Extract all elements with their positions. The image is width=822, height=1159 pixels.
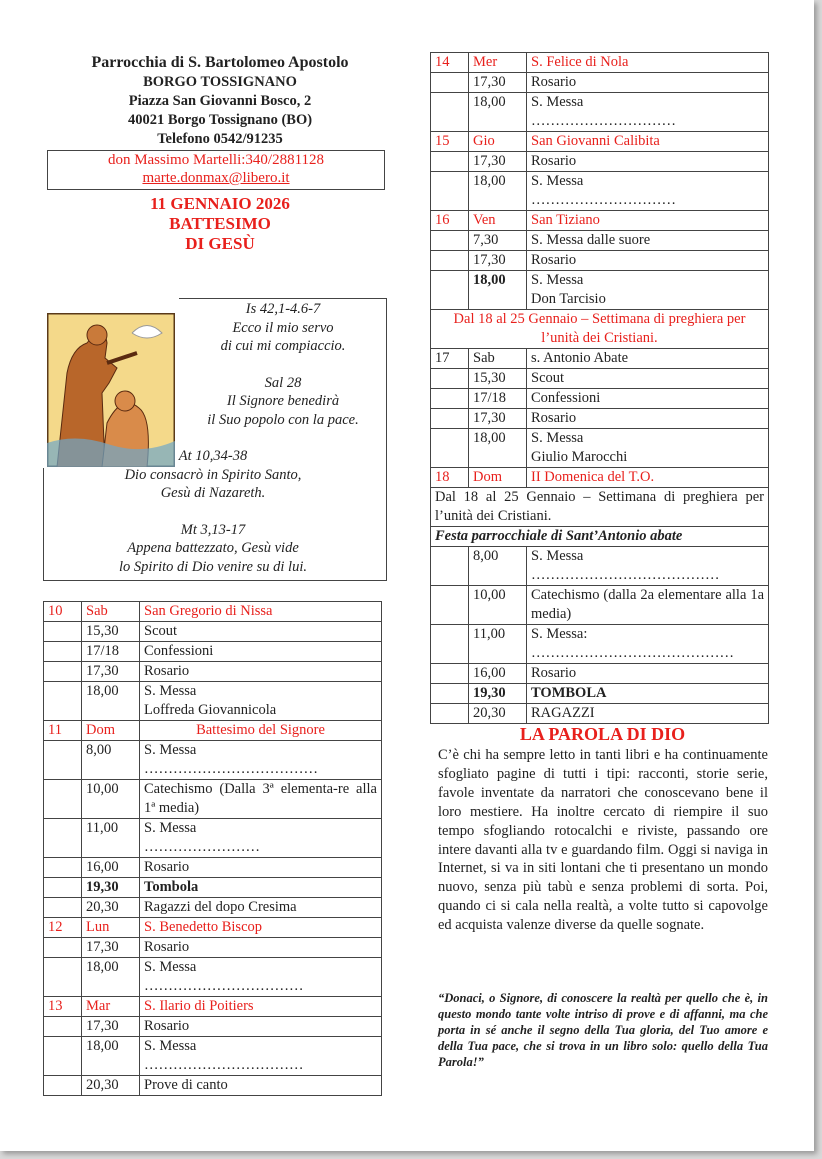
day-or-time: 19,30 <box>82 878 140 898</box>
event: Rosario <box>140 858 382 878</box>
event: RAGAZZI <box>527 704 769 724</box>
day-number <box>431 389 469 409</box>
day-or-time: 17,30 <box>82 938 140 958</box>
schedule-row <box>431 310 769 349</box>
schedule-row <box>44 721 382 741</box>
event: S. Messa …………………………… <box>140 1037 382 1076</box>
event: S. Messa ………………………………… <box>527 547 769 586</box>
schedule-row <box>44 1017 382 1037</box>
schedule-note: Dal 18 al 25 Gennaio – Settimana di preghiera per l’unità dei Cristiani. <box>431 488 769 527</box>
day-number <box>431 625 469 664</box>
day-number: 11 <box>44 721 82 741</box>
schedule-row <box>431 429 769 468</box>
city: 40021 Borgo Tossignano (BO) <box>127 112 313 128</box>
event: Ragazzi del dopo Cresima <box>140 898 382 918</box>
day-number <box>44 1037 82 1076</box>
day-or-time: 15,30 <box>82 622 140 642</box>
day-or-time: 17,30 <box>469 152 527 172</box>
schedule-row <box>431 547 769 586</box>
event: Catechismo (Dalla 3ª elementa-re alla 1ª media) <box>140 780 382 819</box>
day-number <box>44 1076 82 1096</box>
day-number <box>431 231 469 251</box>
event: s. Antonio Abate <box>527 349 769 369</box>
event: S. Benedetto Biscop <box>140 918 382 938</box>
parola-text: C’è chi ha sempre letto in tanti libri e ha continuamente sfogliato pagine di tutti i tipi: racconti, storie serie, favole inventate da narratori che conoscevano bene il loro mestiere. Ha inoltre cercato di riempire il suo tempo sfogliando rotocalchi e riviste, passando ore intere davanti alla tv e guardando film. Oggi si naviga in Internet, si va in siti lontani che ti presentano un mondo nuovo, senza più tabù e senza problemi di sorta. Poi, quando ci si cala nella realtà, a volte tutto si capovolge ed acquista valenze diverse da quelle sognate. <box>438 747 768 934</box>
schedule-row <box>44 858 382 878</box>
event: TOMBOLA <box>527 684 769 704</box>
event: Rosario <box>140 662 382 682</box>
event: Rosario <box>140 938 382 958</box>
day-or-time: 10,00 <box>469 586 527 625</box>
day-or-time: 16,00 <box>82 858 140 878</box>
event: Rosario <box>527 152 769 172</box>
schedule-row <box>44 741 382 780</box>
event: S. Messa Giulio Marocchi <box>527 429 769 468</box>
day-number <box>431 271 469 310</box>
day-number <box>44 819 82 858</box>
day-number <box>431 704 469 724</box>
schedule-row <box>431 271 769 310</box>
day-or-time: 19,30 <box>469 684 527 704</box>
baptism-illustration <box>47 313 175 467</box>
day-number: 14 <box>431 53 469 73</box>
schedule-note: Dal 18 al 25 Gennaio – Settimana di preghiera per l’unità dei Cristiani. <box>431 310 769 349</box>
event: Confessioni <box>527 389 769 409</box>
email-link[interactable]: marte.donmax@libero.it <box>142 170 290 186</box>
feast-date: 11 GENNAIO 2026 <box>150 194 290 213</box>
day-or-time: 15,30 <box>469 369 527 389</box>
schedule-row <box>431 132 769 152</box>
day-or-time: 16,00 <box>469 664 527 684</box>
parola-title: LA PAROLA DI DIO <box>519 724 686 744</box>
reading-ref: Mt 3,13-17 <box>180 521 246 538</box>
day-or-time: Mer <box>469 53 527 73</box>
reading-text: Gesù di Nazareth. <box>160 485 266 501</box>
day-number <box>44 662 82 682</box>
day-number <box>431 547 469 586</box>
day-number <box>44 898 82 918</box>
schedule-row <box>431 349 769 369</box>
schedule-table-right <box>430 52 769 724</box>
day-number <box>44 622 82 642</box>
event: Tombola <box>140 878 382 898</box>
schedule-row <box>431 152 769 172</box>
schedule-row <box>44 1076 382 1096</box>
day-number <box>431 409 469 429</box>
day-or-time: 17,30 <box>82 662 140 682</box>
day-number <box>44 858 82 878</box>
event: Rosario <box>527 664 769 684</box>
reading-ref: At 10,34-38 <box>178 448 248 464</box>
day-or-time: 17,30 <box>82 1017 140 1037</box>
day-or-time: 18,00 <box>469 429 527 468</box>
schedule-row <box>431 389 769 409</box>
day-number: 17 <box>431 349 469 369</box>
day-number <box>431 73 469 93</box>
event: S. Messa: …………………………………… <box>527 625 769 664</box>
schedule-note: Festa parrocchiale di Sant’Antonio abate <box>431 527 769 547</box>
day-number <box>431 664 469 684</box>
day-number <box>431 152 469 172</box>
day-or-time: 11,00 <box>82 819 140 858</box>
parish-name: Parrocchia di S. Bartolomeo Apostolo <box>91 54 349 71</box>
contact-box <box>47 150 385 190</box>
schedule-row <box>431 488 769 527</box>
reading <box>183 374 383 430</box>
event: Confessioni <box>140 642 382 662</box>
day-or-time: 20,30 <box>469 704 527 724</box>
event: S. Messa …………………… <box>140 819 382 858</box>
day-number <box>431 369 469 389</box>
feast-title <box>40 194 400 254</box>
readings-list <box>119 300 383 594</box>
schedule-row <box>44 1037 382 1076</box>
event: San Giovanni Calibita <box>527 132 769 152</box>
schedule-row <box>431 251 769 271</box>
event: Battesimo del Signore <box>140 721 382 741</box>
day-or-time: Ven <box>469 211 527 231</box>
schedule-row <box>44 938 382 958</box>
prayer-text: “Donaci, o Signore, di conoscere la realtà per quello che è, in questo mondo tante volte intriso di prove e di affanni, ma che porta in sé anche il segno della Tua gloria, del Tuo amore e della Tua pace, che si trova in un libro solo: quello della Tua Parola!” <box>438 991 768 1069</box>
reading-ref: Sal 28 <box>264 374 302 391</box>
day-number <box>44 682 82 721</box>
event: Rosario <box>527 409 769 429</box>
phone: Telefono 0542/91235 <box>157 131 283 147</box>
schedule-row <box>431 53 769 73</box>
schedule-row <box>44 898 382 918</box>
reading-ref: Is 42,1-4.6-7 <box>245 301 321 317</box>
schedule-row <box>44 819 382 858</box>
day-number <box>44 642 82 662</box>
day-or-time: 20,30 <box>82 898 140 918</box>
event: Scout <box>527 369 769 389</box>
day-or-time: 17/18 <box>469 389 527 409</box>
feast-line1: BATTESIMO <box>169 214 271 233</box>
day-or-time: 17,30 <box>469 251 527 271</box>
reading <box>43 447 383 503</box>
day-or-time: Gio <box>469 132 527 152</box>
event: S. Messa ……………………………… <box>140 741 382 780</box>
day-number <box>44 1017 82 1037</box>
day-number <box>44 878 82 898</box>
town: BORGO TOSSIGNANO <box>143 74 297 90</box>
schedule-table-left <box>43 601 382 1096</box>
day-number <box>44 741 82 780</box>
event: S. Ilario di Poitiers <box>140 997 382 1017</box>
day-or-time: 20,30 <box>82 1076 140 1096</box>
event: S. Messa …………………………… <box>140 958 382 997</box>
day-or-time: Sab <box>469 349 527 369</box>
reading-text: Ecco il mio servo <box>232 319 334 336</box>
day-or-time: 11,00 <box>469 625 527 664</box>
schedule-row <box>431 586 769 625</box>
day-number: 13 <box>44 997 82 1017</box>
day-or-time: 18,00 <box>82 682 140 721</box>
day-number <box>431 251 469 271</box>
event: Scout <box>140 622 382 642</box>
event: Rosario <box>527 73 769 93</box>
schedule-row <box>431 211 769 231</box>
event: San Gregorio di Nissa <box>140 602 382 622</box>
day-number <box>431 684 469 704</box>
reading-text: lo Spirito di Dio venire su di lui. <box>119 558 307 575</box>
day-or-time: 18,00 <box>82 958 140 997</box>
reading-text: Il Signore benedirà <box>226 393 340 409</box>
day-number: 18 <box>431 468 469 488</box>
schedule-row <box>44 780 382 819</box>
event: Rosario <box>527 251 769 271</box>
day-or-time: 18,00 <box>469 271 527 310</box>
day-number <box>431 93 469 132</box>
event: S. Messa ………………………… <box>527 93 769 132</box>
schedule-row <box>431 172 769 211</box>
address: Piazza San Giovanni Bosco, 2 <box>128 93 312 109</box>
reading <box>43 521 383 577</box>
reading-text: il Suo popolo con la pace. <box>207 411 359 428</box>
reading-text: Appena battezzato, Gesù vide <box>127 540 299 556</box>
reading-text: di cui mi compiaccio. <box>220 338 346 354</box>
day-number <box>44 780 82 819</box>
day-or-time: Lun <box>82 918 140 938</box>
schedule-row <box>44 958 382 997</box>
schedule-row <box>431 625 769 664</box>
schedule-row <box>431 468 769 488</box>
day-number: 15 <box>431 132 469 152</box>
schedule-row <box>44 918 382 938</box>
schedule-row <box>431 704 769 724</box>
schedule-row <box>431 684 769 704</box>
schedule-row <box>44 642 382 662</box>
feast-line2: DI GESÙ <box>185 234 255 253</box>
schedule-row <box>44 602 382 622</box>
day-or-time: 7,30 <box>469 231 527 251</box>
day-or-time: 8,00 <box>469 547 527 586</box>
reading <box>183 300 383 356</box>
day-or-time: Mar <box>82 997 140 1017</box>
schedule-row <box>431 527 769 547</box>
day-or-time: 17/18 <box>82 642 140 662</box>
day-number <box>431 429 469 468</box>
day-or-time: 17,30 <box>469 73 527 93</box>
event: S. Messa Don Tarcisio <box>527 271 769 310</box>
priest-contact: don Massimo Martelli:340/2881128 <box>107 152 325 168</box>
day-number: 10 <box>44 602 82 622</box>
schedule-row <box>44 878 382 898</box>
day-number: 16 <box>431 211 469 231</box>
schedule-row <box>431 93 769 132</box>
day-or-time: 18,00 <box>469 172 527 211</box>
event: San Tiziano <box>527 211 769 231</box>
event: S. Messa Loffreda Giovannicola <box>140 682 382 721</box>
schedule-row <box>44 997 382 1017</box>
day-or-time: 17,30 <box>469 409 527 429</box>
schedule-row <box>44 682 382 721</box>
event: Prove di canto <box>140 1076 382 1096</box>
schedule-row <box>44 662 382 682</box>
day-number <box>431 586 469 625</box>
schedule-row <box>44 622 382 642</box>
day-number: 12 <box>44 918 82 938</box>
day-or-time: 18,00 <box>82 1037 140 1076</box>
event: S. Messa ………………………… <box>527 172 769 211</box>
event: S. Felice di Nola <box>527 53 769 73</box>
readings-box <box>43 298 387 581</box>
schedule-row <box>431 369 769 389</box>
schedule-row <box>431 73 769 93</box>
day-number <box>431 172 469 211</box>
schedule-row <box>431 664 769 684</box>
day-or-time: 10,00 <box>82 780 140 819</box>
event: S. Messa dalle suore <box>527 231 769 251</box>
reading-text: Dio consacrò in Spirito Santo, <box>124 466 302 483</box>
day-or-time: 8,00 <box>82 741 140 780</box>
day-or-time: Dom <box>469 468 527 488</box>
day-or-time: Dom <box>82 721 140 741</box>
day-number <box>44 938 82 958</box>
day-or-time: Sab <box>82 602 140 622</box>
schedule-row <box>431 409 769 429</box>
event: Rosario <box>140 1017 382 1037</box>
day-number <box>44 958 82 997</box>
event: Catechismo (dalla 2a elementare alla 1a media) <box>527 586 769 625</box>
day-or-time: 18,00 <box>469 93 527 132</box>
schedule-row <box>431 231 769 251</box>
event: II Domenica del T.O. <box>527 468 769 488</box>
